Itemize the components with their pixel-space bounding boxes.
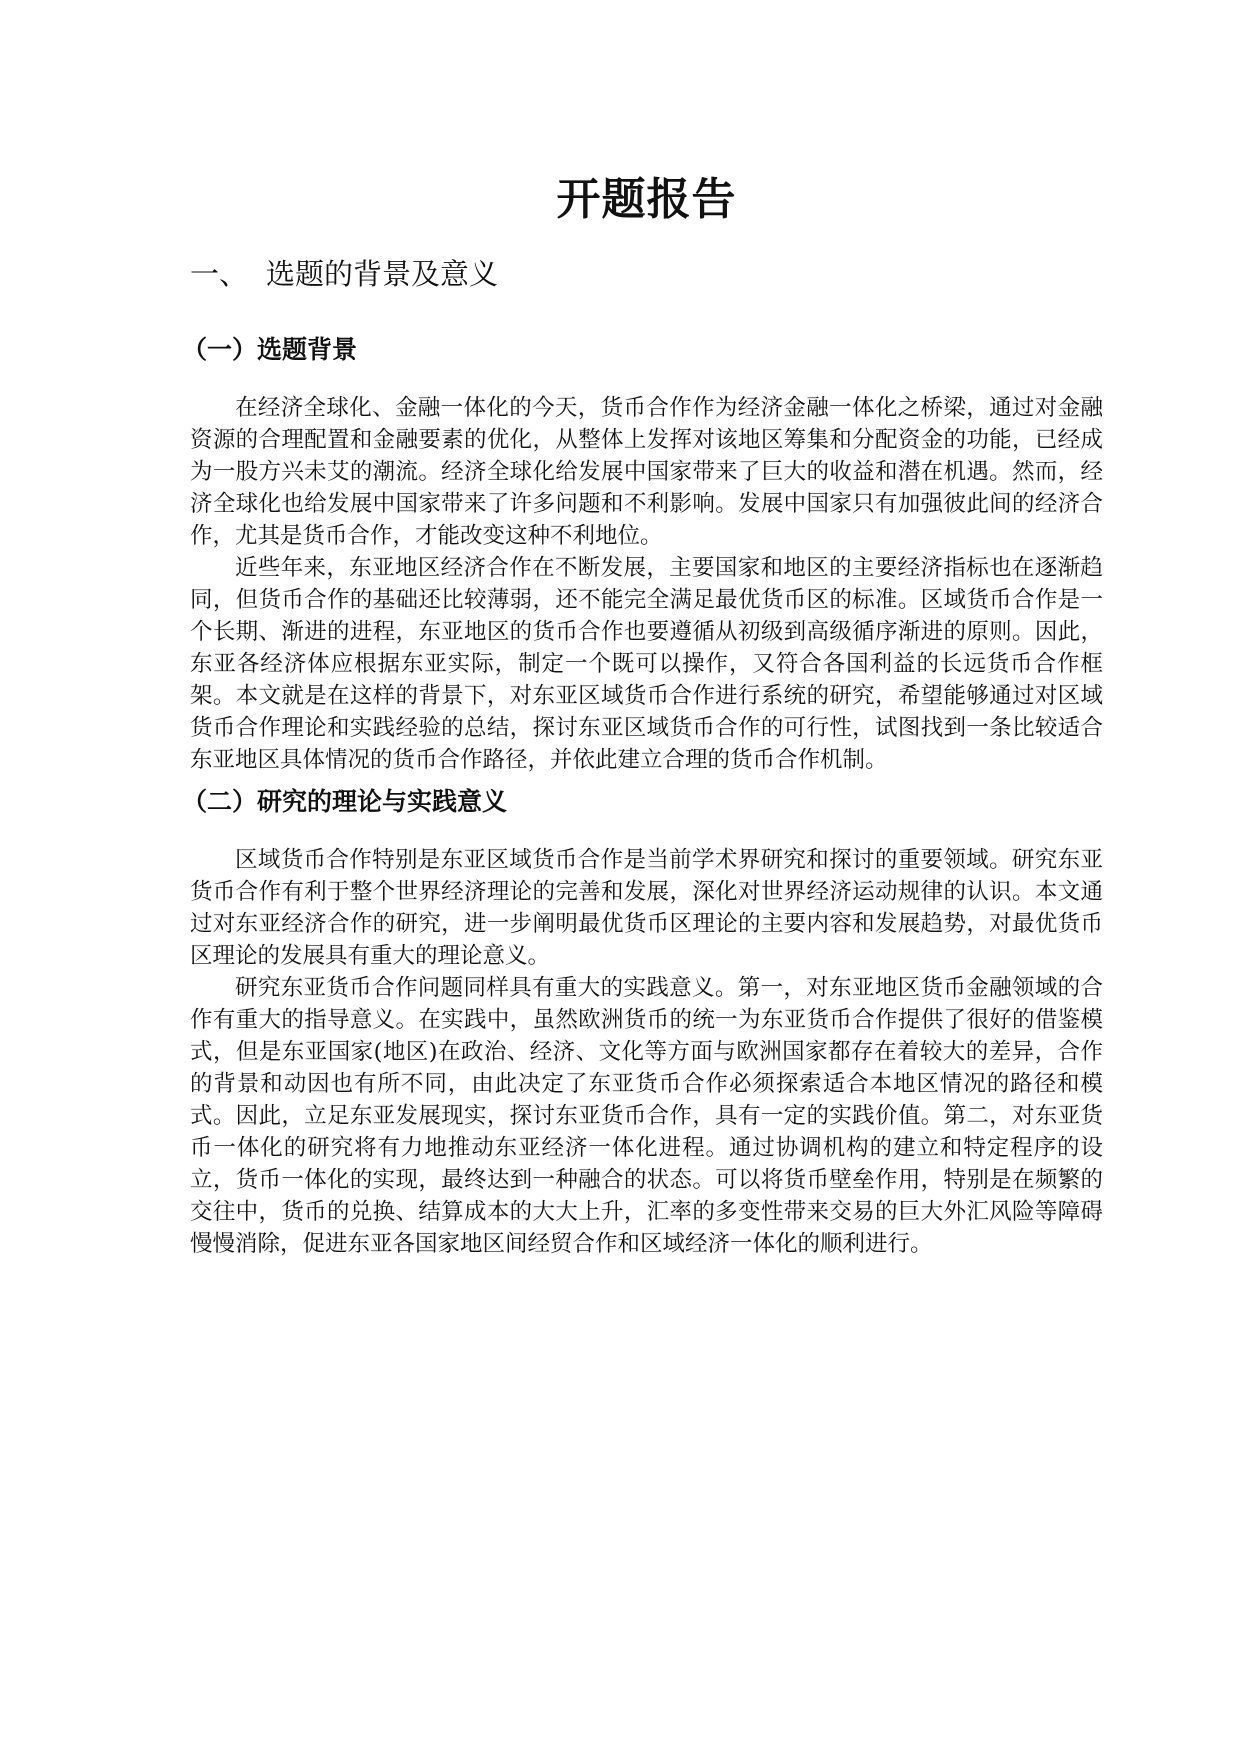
section-heading-text: 选题的背景及意义	[266, 257, 499, 291]
paragraph: 区域货币合作特别是东亚区域货币合作是当前学术界研究和探讨的重要领域。研究东亚货币合作有利于整个世界经济理论的完善和发展，深化对世界经济运动规律的认识。本文通过对东亚经济合作的研究，进一步阐明最优货币区理论的主要内容和发展趋势，对最优货币区理论的发展具有重大的理论意义。	[190, 847, 1103, 969]
subsection-heading-background: （一）选题背景	[182, 335, 358, 364]
subsection-heading-significance: （二）研究的理论与实践意义	[182, 787, 508, 816]
section-heading	[190, 254, 1103, 294]
section-number: 一、	[190, 257, 249, 291]
paragraph: 近些年来，东亚地区经济合作在不断发展，主要国家和地区的主要经济指标也在逐渐趋同，但货币合作的基础还比较薄弱，还不能完全满足最优货币区的标准。区域货币合作是一个长期、渐进的进程，东亚地区的货币合作也要遵循从初级到高级循序渐进的原则。因此，东亚各经济体应根据东亚实际，制定一个既可以操作，又符合各国利益的长远货币合作框架。本文就是在这样的背景下，对东亚区域货币合作进行系统的研究，希望能够通过对区域货币合作理论和实践经验的总结，探讨东亚区域货币合作的可行性，试图找到一条比较适合东亚地区具体情况的货币合作路径，并依此建立合理的货币合作机制。	[190, 555, 1103, 773]
document-title: 开题报告	[556, 174, 737, 225]
paragraph: 在经济全球化、金融一体化的今天，货币合作作为经济金融一体化之桥梁，通过对金融资源的合理配置和金融要素的优化，从整体上发挥对该地区筹集和分配资金的功能，已经成为一股方兴未艾的潮流。经济全球化给发展中国家带来了巨大的收益和潜在机遇。然而，经济全球化也给发展中国家带来了许多问题和不利影响。发展中国家只有加强彼此间的经济合作，尤其是货币合作，才能改变这种不利地位。	[190, 395, 1103, 549]
paragraph: 研究东亚货币合作问题同样具有重大的实践意义。第一，对东亚地区货币金融领域的合作有重大的指导意义。在实践中，虽然欧洲货币的统一为东亚货币合作提供了很好的借鉴模式，但是东亚国家(地区)在政治、经济、文化等方面与欧洲国家都存在着较大的差异，合作的背景和动因也有所不同，由此决定了东亚货币合作必须探索适合本地区情况的路径和模式。因此，立足东亚发展现实，探讨东亚货币合作，具有一定的实践价值。第二，对东亚货币一体化的研究将有力地推动东亚经济一体化进程。通过协调机构的建立和特定程序的设立，货币一体化的实现，最终达到一种融合的状态。可以将货币壁垒作用，特别是在频繁的交往中，货币的兑换、结算成本的大大上升，汇率的多变性带来交易的巨大外汇风险等障碍慢慢消除，促进东亚各国家地区间经贸合作和区域经济一体化的顺利进行。	[190, 975, 1103, 1257]
